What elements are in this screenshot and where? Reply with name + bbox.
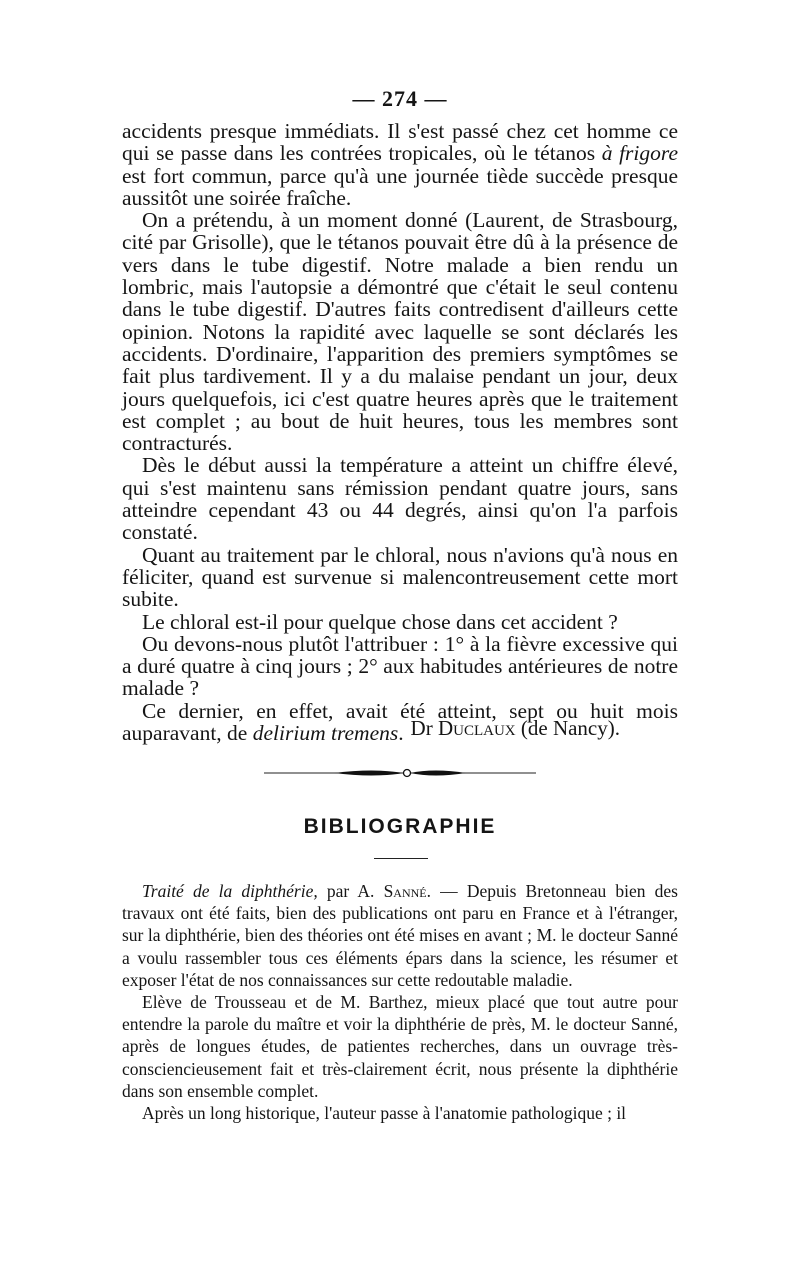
paragraph: Dès le début aussi la température a atteint un chiffre élevé, qui s'est maintenu sans rémission pendant quatre jours, sans atteindre cependant 43 ou 44 degrés, ainsi qu'on l'a parfois constaté. <box>122 453 678 545</box>
section-title: BIBLIOGRAPHIE <box>303 815 497 838</box>
paragraph: Ou devons-nous plutôt l'attribuer : 1° à la fièvre excessive qui a duré quatre à cinq jours ; 2° aux habitudes antérieures de notre malade ? <box>122 631 678 701</box>
paragraph: accidents presque immédiats. Il s'est passé chez cet homme ce qui se passe dans les contrées tropicales, où le tétanos à frigore est fort commun, parce qu'à une journée tiède succède presque aussitôt une soirée fraîche. <box>122 119 678 210</box>
paragraph: Après un long historique, l'auteur passe à l'anatomie pathologique ; il <box>142 1103 627 1124</box>
paragraph: Quant au traitement par le chloral, nous n'avions qu'à nous en féliciter, quand est survenue si malencontreusement cette mort subite. <box>122 542 678 612</box>
page-number: — 274 — <box>352 86 448 111</box>
paragraph: Ce dernier, en effet, avait été atteint, sept ou huit mois auparavant, de delirium tremens. <box>122 698 678 746</box>
divider <box>374 858 428 859</box>
paragraph: On a prétendu, à un moment donné (Laurent, de Strasbourg, cité par Grisolle), que le tétanos pouvait être dû à la présence de vers dans le tube digestif. Notre malade a bien rendu un lombric, mais l'autopsie a démontré que c'était le seul contenu dans le tube digestif. D'autres faits contredisent d'ailleurs cette opinion. Notons la rapidité avec laquelle se sont déclarés les accidents. D'ordinaire, l'apparition des premiers symptômes se fait plus tardivement. Il y a du malaise pendant un jour, deux jours quelquefois, ici c'est quatre heures après que le traitement est complet ; au bout de huit heures, tous les membres sont contracturés. <box>122 208 678 456</box>
paragraph: Traité de la diphthérie, par A. Sanné. — Depuis Bretonneau bien des travaux ont été faits, bien des publications ont paru en France et à l'étranger, sur la diphthérie, bien des théories ont été mises en avant ; M. le docteur Sanné a voulu rassembler tous ces éléments épars dans la science, les résumer et exposer l'état de nos connaissances sur cette redoutable maladie. <box>122 881 678 990</box>
author-signature: Dr Duclaux (de Nancy). <box>410 716 620 740</box>
ornamental-divider <box>264 766 536 780</box>
paragraph: Le chloral est-il pour quelque chose dans cet accident ? <box>142 609 618 634</box>
bibliography-body <box>122 880 678 1124</box>
paragraph: Elève de Trousseau et de M. Barthez, mieux placé que tout autre pour entendre la parole du maître et voir la diphthérie de près, M. le docteur Sanné, après de longues études, de patientes recherches, dans un ouvrage très-consciencieusement fait et très-clairement écrit, nous présente la diphthérie dans son ensemble complet. <box>122 992 678 1101</box>
article-body <box>122 120 678 744</box>
